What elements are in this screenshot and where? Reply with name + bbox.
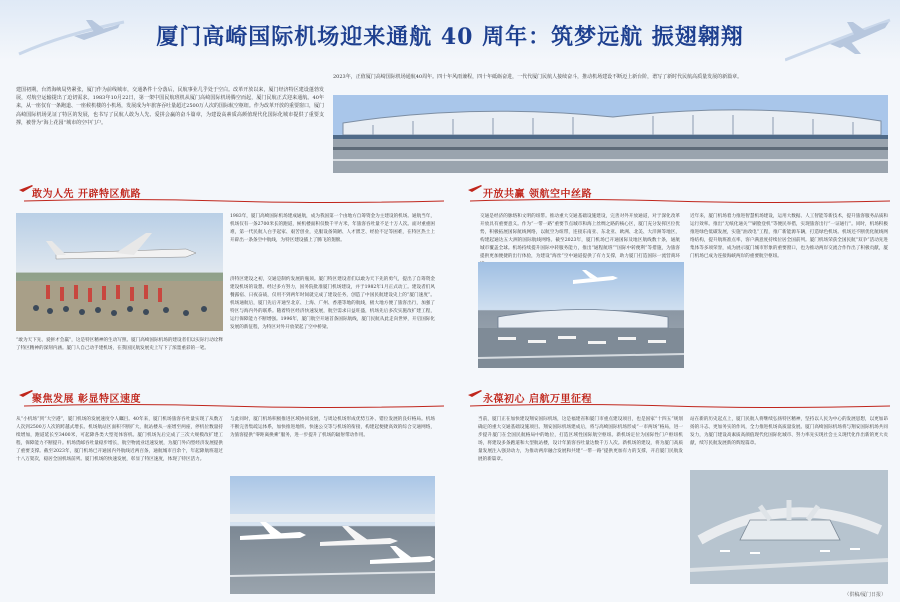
- section-2-plane-icon: [467, 182, 483, 194]
- page-title: 厦门高崎国际机场迎来通航 40 周年：筑梦远航 振翅翱翔: [156, 24, 744, 50]
- section-2-photo: [478, 262, 684, 368]
- vintage-airport-icon: [16, 213, 223, 331]
- section-1-col1: 1983年，厦门高崎国际机场建成通航，成为我国第一个由地方自筹资金为主建设的机场。通航当年，机场仅有一条2700米长的跑道，候机楼面积仅数千平方米，年旅客吞吐量不足十万人次。面对重重困难，第一代民航人白手起家、艰苦创业，克服设备简陋、人才匮乏、经验不足等困难，在特区热土上开辟出一条条空中航线，为特区建设插上了腾飞的翅膀。: [230, 214, 435, 243]
- section-4-photo: [690, 470, 888, 584]
- terminal-building-icon: [333, 95, 888, 173]
- section-3-col2: 与此同时，厦门机场积极推进区域协同发展，与周边机场形成优势互补、错位发展的良好格局。机场不断完善集疏运体系，加快推进地铁、快速公交等与机场的衔接，构建起便捷高效的综合交通网络，为旅客提供“零距离换乘”服务，进一步提升了机场的辐射带动作用。: [230, 417, 435, 438]
- section-1-title: 敢为人先 开辟特区航路: [32, 189, 141, 200]
- terminal-photo: [333, 95, 888, 173]
- section-4-plane-icon: [467, 387, 483, 399]
- section-4-divider: [470, 403, 890, 409]
- section-1-caption: “敢为天下先、爱拼才会赢”，这是特区精神的生动写照。厦门高崎国际机场的建设者们以实际行动诠释了特区精神的深刻内涵。厦门人自己动手建机场，在我国民航发展史上写下了浓墨重彩的一笔。: [16, 338, 223, 351]
- footer-credit: （供稿/厦门日报）: [844, 592, 886, 598]
- section-4-col1: 当前，厦门正在加快建设翔安国际机场，这是福建省和厦门市重点建设项目，也是国家“十四五”规划确定的重大交通基础设施项目。翔安国际机场建成后，将与高崎国际机场形成“一市两场”格局，进一步提升厦门在全国民航格局中的地位，打造区域性国际航空枢纽。新机场定位为国际性门户枢纽机场，将建设多条跑道和大型航站楼，设计年旅客吞吐量达数千万人次。新机场的建设，将为厦门高质量发展注入强劲动力，为推动两岸融合发展和共建“一带一路”提供更加有力的支撑，开启厦门民航发展的新篇章。: [478, 417, 683, 462]
- section-4-title: 永葆初心 启航万里征程: [483, 394, 592, 405]
- section-4-col2: 站在新的历史起点上，厦门民航人将继续弘扬特区精神，坚持以人民为中心的发展思想，以更加昂扬的斗志、更加务实的作风，全力推进机场高质量发展。厦门高崎国际机场将与翔安国际机场共同发力，为厦门建设高素质高颜值现代化国际化城市、努力率先实现社会主义现代化作出新的更大贡献，续写民航发展新的辉煌篇章。: [690, 417, 888, 446]
- section-3-title: 聚焦发展 彰显特区速度: [32, 394, 141, 405]
- section-1-divider: [24, 198, 444, 204]
- section-1-plane-icon: [18, 182, 34, 194]
- section-2-title: 开放共赢 领航空中丝路: [483, 189, 592, 200]
- intro-right-text: 2023年，正值厦门高崎国际机场通航40周年。四十年风雨兼程，四十年砥砺奋进，一代代厦门民航人接续奋斗，推动机场建设不断迈上新台阶，谱写了新时代民航高质量发展的新篇章。: [333, 74, 743, 80]
- intro-left-text: 建国初期，台湾海峡局势紧张，厦门作为前线城市，交通条件十分落后，民航事业几乎处于空白。改革开放以来，厦门经济特区建设蓬勃发展，对航空运输提出了迫切需求。1983年10月22日，第一架中国民航班机从厦门高崎国际机场腾空而起，厦门民航正式迎来通航。40年来，从一座仅有一条跑道、一座候机楼的小机场，发展成为年旅客吞吐量超过2500万人次的国际航空枢纽。作为改革开放的重要窗口，厦门高崎国际机场见证了特区的发展，也书写了民航人敢为人先、爱拼会赢的奋斗篇章，为建设高素质高颜值现代化国际化城市提供了重要支撑，被誉为“海上花园”城市的空中门户。: [16, 87, 324, 126]
- section-2-col1: 交通是经济的脉络和文明的纽带。推动重大交通基础设施建设，完善对外开放通道，对于深化改革开放具有重要意义。作为“一带一路”重要节点城市和海上丝绸之路的核心区，厦门充分发挥区位优势，积极拓展国际航线网络，以航空为纽带，连接东南亚、东北亚、欧洲、北美、大洋洲等地区，构建起通达五大洲的国际航线网络。截至2023年，厦门机场已开通国际及地区航线数十条，通航城市覆盖全球。机场持续提升国际中转服务能力，推出“通程航班”“国际中转便利”等措施，为旅客提供更加便捷的出行体验，为建设“海丝”空中通道提供了有力支撑，助力厦门打造国际一流营商环: [480, 214, 680, 259]
- section-3-plane-icon: [18, 387, 34, 399]
- section-3-photo: [230, 476, 435, 594]
- section-2-divider: [470, 198, 890, 204]
- section-3-col1: 从“小机场”到“大空港”，厦门机场的发展速度令人瞩目。40年来，厦门机场旅客吞吐量实现了从数万人次到2500万人次的跨越式增长。机场航站区面积不断扩大，航站楼从一座增至两座，停机位数量持续增加，跑道延长至3400米，可起降各类大型宽体客机。厦门机场先后完成了三次大规模改扩建工程，保障能力不断提升。机场货邮吞吐量稳步增长，航空物流业迅速发展，为厦门外向型经济发展提供了重要支撑。截至2023年，厦门机场已开通国内外航线近两百条，通航城市百余个，年起降航班超过十八万架次，稳居全国机场前列。厦门机场的快速发展，彰显了特区速度，体现了特区活力。: [16, 417, 223, 462]
- section-2-col2: 近年来，厦门机场着力推进智慧机场建设，运用大数据、人工智能等新技术，提升旅客服务品质和运行效率。推出“无纸化通关”“刷脸登机”等便民举措，实现旅客出行“一证通行”。同时，机场积极推进绿色低碳发展，实施“油改电”工程，推广新能源车辆，打造绿色机场。机场还不断优化航线网络结构，提升航班准点率，客户满意度持续位居全国前列。厦门机场荣获全国民航“双争”活动先进集体等多项荣誉，成为展示厦门城市形象的重要窗口，也为推动两岸交流合作作出了积极贡献，厦门机场已成为连接海峡两岸的重要航空枢纽。: [690, 214, 888, 259]
- section-1-photo: [16, 213, 223, 331]
- section-1-col2: 济特区建设之初，交通是制约发展的瓶颈。厦门特区建设者们以敢为天下先的勇气，提出了自筹资金建设机场的设想。经过多方努力，国务院批准厦门机场建设，并于1982年1月正式动工。建设者们风餐露宿、日夜奋战，仅用不到两年时间就完成了建设任务，创造了中国民航建设史上的“厦门速度”。机场通航后，厦门先后开通至北京、上海、广州、香港等地的航线，极大地方便了旅客出行，加强了特区与海内外的联系。随着特区经济快速发展，航空需求日益旺盛，机场先后多次实施改扩建工程，运行保障能力不断增强。1996年，厦门航空开通首条国际航线，厦门民航从此走向世界，开启国际化发展的新征程，为特区对外开放架起了空中桥梁。: [230, 277, 435, 330]
- airport-aerial-icon: [478, 262, 684, 368]
- section-3-divider: [24, 403, 444, 409]
- apron-aircraft-icon: [230, 476, 435, 594]
- new-airport-rendering-icon: [690, 470, 888, 584]
